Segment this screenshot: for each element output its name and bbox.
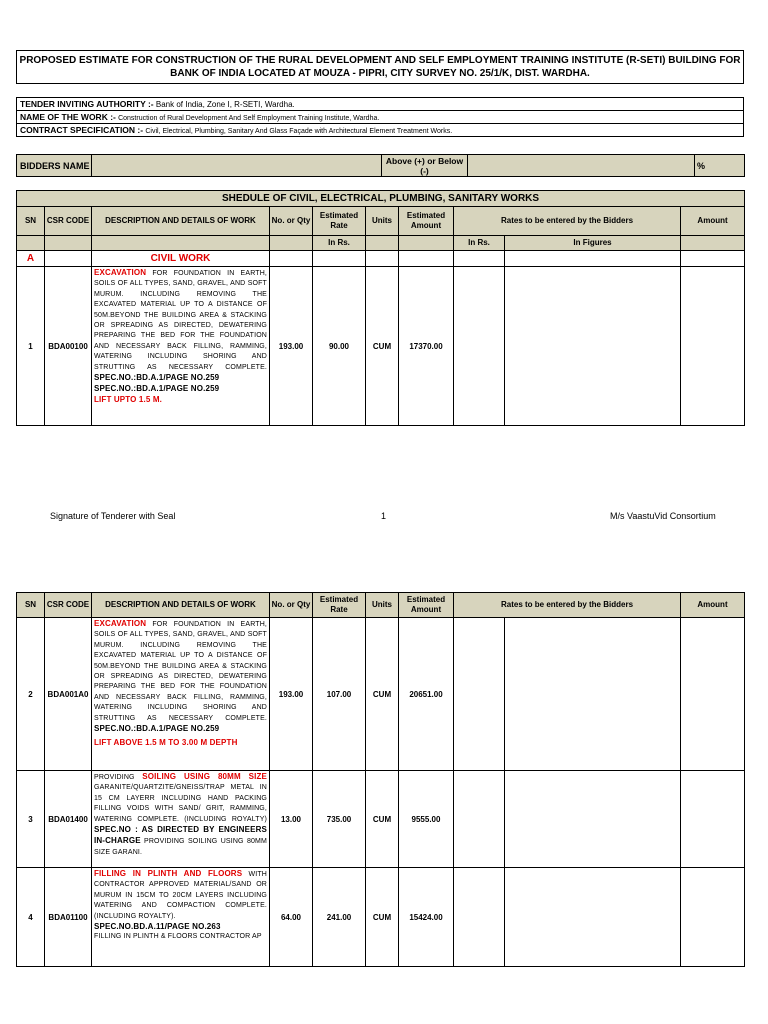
item-units: CUM	[366, 868, 399, 967]
bidder-rate-rs-field[interactable]	[454, 618, 505, 771]
header-estimated-rate: Estimated Rate	[313, 593, 366, 618]
header-csr-code: CSR CODE	[45, 207, 92, 236]
above-below-label: Above (+) or Below (-)	[382, 155, 468, 177]
contract-spec-value: Civil, Electrical, Plumbing, Sanitary And Glass Façade with Architectural Element Treatment Works.	[145, 128, 453, 135]
header-amount: Amount	[681, 207, 745, 236]
header-csr-code: CSR CODE	[45, 593, 92, 618]
name-of-work-row	[16, 110, 744, 124]
header-qty: No. or Qty	[270, 207, 313, 236]
item-rate: 735.00	[313, 771, 366, 868]
item-qty: 13.00	[270, 771, 313, 868]
item-units: CUM	[366, 771, 399, 868]
bidder-rate-rs-field[interactable]	[454, 868, 505, 967]
bidders-table	[16, 154, 745, 177]
item-csr-code: BDA01400	[45, 771, 92, 868]
schedule-table-page-1	[16, 190, 745, 426]
item-rate: 241.00	[313, 868, 366, 967]
header-sn: SN	[17, 593, 45, 618]
footer-consortium: M/s VaastuVid Consortium	[610, 511, 716, 521]
tender-authority-row	[16, 97, 744, 111]
header-in-figures: In Figures	[505, 236, 681, 251]
schedule-title: SHEDULE OF CIVIL, ELECTRICAL, PLUMBING, SANITARY WORKS	[17, 191, 745, 207]
item-csr-code: BDA00100	[45, 267, 92, 426]
header-description: DESCRIPTION AND DETAILS OF WORK	[92, 207, 270, 236]
item-description: PROVIDING SOILING USING 80MM SIZE GARANITE/QUARTZITE/GNEISS/TRAP METAL IN 15 CM LAYERR INCLUDING HAND PACKING FILLING VOIDS WITH SAND/ GRIT, RAMMING, WATERING COMPLETE. (INCLUDING ROYALTY) SPEC.NO : AS DIRECTED BY ENGINEERS IN-CHARGE PROVIDING SOILING USING 80MM SIZE GARANI.	[92, 771, 270, 868]
item-sn: 1	[17, 267, 45, 426]
footer-signature: Signature of Tenderer with Seal	[50, 511, 176, 521]
item-qty: 64.00	[270, 868, 313, 967]
table-row	[17, 618, 745, 771]
item-description: EXCAVATION FOR FOUNDATION IN EARTH, SOILS OF ALL TYPES, SAND, GRAVEL, AND SOFT MURUM. INCLUDING REMOVING THE EXCAVATED MATERIAL UP TO A DISTANCE OF 50M.BEYOND THE BUILDING AREA & STACKING OR SPREADING AS DIRECTED, DEWATERING PREPARING THE BED FOR THE FOUNDATION AND NECESSARY BACK FILLING, RAMMING, WATERING INCLUDING SHORING AND STRUTTING AS NECESSARY COMPLETE. SPEC.NO.:BD.A.1/PAGE NO.259 LIFT ABOVE 1.5 M TO 3.00 M DEPTH	[92, 618, 270, 771]
contract-spec-row	[16, 123, 744, 137]
name-of-work-label: NAME OF THE WORK :-	[20, 112, 116, 122]
bidder-rate-rs-field[interactable]	[454, 771, 505, 868]
item-csr-code: BDA01100	[45, 868, 92, 967]
section-a-label: A	[17, 251, 45, 267]
bidder-amount-field[interactable]	[681, 267, 745, 426]
schedule-table-page-2	[16, 592, 745, 967]
header-units: Units	[366, 207, 399, 236]
bidder-rate-figures-field[interactable]	[505, 618, 681, 771]
table-row	[17, 771, 745, 868]
header-bidder-rates: Rates to be entered by the Bidders	[454, 593, 681, 618]
bidder-rate-figures-field[interactable]	[505, 868, 681, 967]
percent-label: %	[695, 155, 745, 177]
item-estimated-amount: 15424.00	[399, 868, 454, 967]
table-row	[17, 868, 745, 967]
item-qty: 193.00	[270, 267, 313, 426]
item-units: CUM	[366, 618, 399, 771]
header-sn: SN	[17, 207, 45, 236]
bidders-name-label: BIDDERS NAME	[17, 155, 92, 177]
header-estimated-amount: Estimated Amount	[399, 207, 454, 236]
contract-spec-label: CONTRACT SPECIFICATION :-	[20, 125, 144, 135]
section-a-title: CIVIL WORK	[92, 251, 270, 267]
tender-authority-label: TENDER INVITING AUTHORITY :-	[20, 99, 154, 109]
item-qty: 193.00	[270, 618, 313, 771]
item-units: CUM	[366, 267, 399, 426]
bidder-rate-rs-field[interactable]	[454, 267, 505, 426]
header-bidder-rates: Rates to be entered by the Bidders	[454, 207, 681, 236]
item-estimated-amount: 20651.00	[399, 618, 454, 771]
bidder-amount-field[interactable]	[681, 868, 745, 967]
above-below-field[interactable]	[468, 155, 695, 177]
item-sn: 2	[17, 618, 45, 771]
item-estimated-amount: 9555.00	[399, 771, 454, 868]
header-amount: Amount	[681, 593, 745, 618]
bidders-name-field[interactable]	[92, 155, 382, 177]
item-sn: 4	[17, 868, 45, 967]
name-of-work-value: Construction of Rural Development And Self Employment Training Institute, Wardha.	[118, 115, 380, 122]
footer-page-number: 1	[381, 511, 387, 521]
bidder-amount-field[interactable]	[681, 771, 745, 868]
tender-authority-value: Bank of India, Zone I, R-SETI, Wardha.	[155, 100, 295, 109]
item-rate: 107.00	[313, 618, 366, 771]
header-in-rs: In Rs.	[313, 236, 366, 251]
title-line-2: BANK OF INDIA LOCATED AT MOUZA - PIPRI, CITY SURVEY NO. 25/1/K, DIST. WARDHA.	[170, 68, 590, 79]
title-line-1: PROPOSED ESTIMATE FOR CONSTRUCTION OF THE RURAL DEVELOPMENT AND SELF EMPLOYMENT TRAINING INSTITUTE (R-SETI) BUILDING FOR	[19, 55, 741, 66]
header-estimated-amount: Estimated Amount	[399, 593, 454, 618]
header-qty: No. or Qty	[270, 593, 313, 618]
bidder-rate-figures-field[interactable]	[505, 267, 681, 426]
document-title	[16, 50, 744, 84]
header-units: Units	[366, 593, 399, 618]
bidder-rate-figures-field[interactable]	[505, 771, 681, 868]
item-csr-code: BDA001A0	[45, 618, 92, 771]
item-rate: 90.00	[313, 267, 366, 426]
item-description: FILLING IN PLINTH AND FLOORS WITH CONTRACTOR APPROVED MATERIAL/SAND OR MURUM IN 15CM TO 20CM LAYERS INCLUDING WATERING AND COMPACTION COMPLETE. (INCLUDING ROYALTY). SPEC.NO.BD.A.11/PAGE NO.263 FILLING IN PLINTH & FLOORS CONTRACTOR AP	[92, 868, 270, 967]
header-estimated-rate: Estimated Rate	[313, 207, 366, 236]
bidder-amount-field[interactable]	[681, 618, 745, 771]
item-sn: 3	[17, 771, 45, 868]
item-description: EXCAVATION FOR FOUNDATION IN EARTH, SOILS OF ALL TYPES, SAND, GRAVEL, AND SOFT MURUM. INCLUDING REMOVING THE EXCAVATED MATERIAL UP TO A DISTANCE OF 50M.BEYOND THE BUILDING AREA & STACKING OR SPREADING AS DIRECTED, DEWATERING PREPARING THE BED FOR THE FOUNDATION AND NECESSARY BACK FILLING, RAMMING, WATERING INCLUDING SHORING AND STRUTTING AS NECESSARY COMPLETE. SPEC.NO.:BD.A.1/PAGE NO.259 SPEC.NO.:BD.A.1/PAGE NO.259 LIFT UPTO 1.5 M.	[92, 267, 270, 426]
item-estimated-amount: 17370.00	[399, 267, 454, 426]
table-row	[17, 267, 745, 426]
header-description: DESCRIPTION AND DETAILS OF WORK	[92, 593, 270, 618]
header-in-rs-bidder: In Rs.	[454, 236, 505, 251]
